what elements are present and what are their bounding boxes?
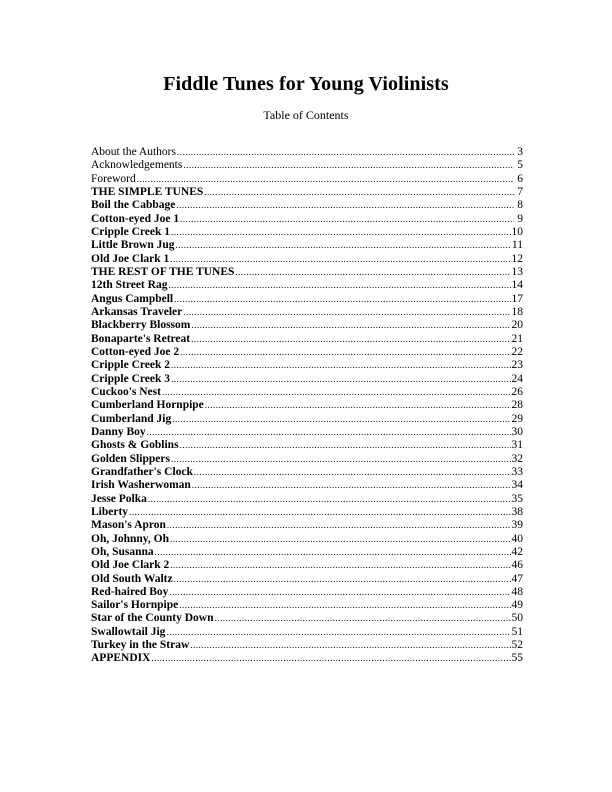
toc-page-number: 39 xyxy=(511,519,523,532)
toc-dot-leader xyxy=(214,612,510,625)
toc-dot-leader xyxy=(179,599,510,612)
toc-dot-leader xyxy=(180,439,511,452)
toc-entry-title: APPENDIX xyxy=(91,652,151,665)
toc-page-number: 55 xyxy=(511,652,523,665)
toc-entry-title: Golden Slippers xyxy=(91,452,170,465)
toc-dot-leader xyxy=(169,586,510,599)
toc-dot-leader xyxy=(129,506,510,519)
toc-dot-leader xyxy=(170,253,510,266)
toc-entry[interactable] xyxy=(91,373,523,386)
toc-page-number: 23 xyxy=(511,359,523,372)
toc-entry-title: Irish Washerwoman xyxy=(91,479,191,492)
toc-entry[interactable] xyxy=(91,466,523,479)
toc-page-number: 34 xyxy=(511,479,523,492)
toc-entry[interactable] xyxy=(91,346,523,359)
toc-dot-leader xyxy=(147,426,511,439)
toc-entry[interactable] xyxy=(91,293,523,306)
toc-entry-title: About the Authors xyxy=(91,146,176,158)
toc-entry-title: Little Brown Jug xyxy=(91,239,175,252)
toc-entry[interactable] xyxy=(91,479,523,492)
toc-entry[interactable] xyxy=(91,586,523,599)
toc-dot-leader xyxy=(177,146,514,159)
toc-entry[interactable] xyxy=(91,386,523,399)
toc-entry[interactable] xyxy=(91,559,523,572)
toc-entry-title: Jesse Polka xyxy=(91,492,147,505)
toc-entry[interactable] xyxy=(91,173,523,186)
toc-entry-title: Cotton-eyed Joe 1 xyxy=(91,212,180,225)
toc-dot-leader xyxy=(174,293,510,306)
toc-page-number: 47 xyxy=(511,572,523,585)
toc-page-number: 52 xyxy=(511,639,523,652)
toc-dot-leader xyxy=(176,239,511,252)
toc-entry[interactable] xyxy=(91,239,523,252)
toc-entry-title: Cripple Creek 3 xyxy=(91,372,171,385)
toc-dot-leader xyxy=(170,559,510,572)
toc-entry-title: Mason's Apron xyxy=(91,519,166,532)
toc-page-number: 6 xyxy=(517,172,523,185)
toc-dot-leader xyxy=(148,493,511,506)
toc-entry-title: Boil the Cabbage xyxy=(91,199,176,212)
toc-dot-leader xyxy=(176,199,514,212)
toc-page-number: 20 xyxy=(511,319,523,332)
toc-entry[interactable] xyxy=(91,399,523,412)
toc-entry-title: Grandfather's Clock xyxy=(91,465,193,478)
toc-entry-title: Cumberland Jig xyxy=(91,412,172,425)
toc-entry[interactable] xyxy=(91,226,523,239)
toc-page-number: 3 xyxy=(517,146,523,158)
toc-page-number: 38 xyxy=(511,505,523,518)
toc-dot-leader xyxy=(171,359,510,372)
toc-entry[interactable] xyxy=(91,639,523,652)
toc-entry[interactable] xyxy=(91,279,523,292)
toc-page-number: 30 xyxy=(511,425,523,438)
toc-page-number: 9 xyxy=(517,212,523,225)
toc-page-number: 26 xyxy=(511,385,523,398)
toc-dot-leader xyxy=(194,466,511,479)
toc-entry[interactable] xyxy=(91,213,523,226)
toc-page-number: 13 xyxy=(511,265,523,278)
toc-entry-title: Liberty xyxy=(91,505,129,518)
toc-dot-leader xyxy=(180,213,514,226)
toc-dot-leader xyxy=(191,319,510,332)
toc-page-number: 8 xyxy=(517,199,523,212)
toc-dot-leader xyxy=(170,533,511,546)
toc-entry-title: Danny Boy xyxy=(91,425,146,438)
toc-entry-title: Foreword xyxy=(91,172,136,185)
toc-page-number: 12 xyxy=(511,252,523,265)
toc-page-number: 29 xyxy=(511,412,523,425)
toc-page-number: 11 xyxy=(511,239,523,252)
toc-dot-leader xyxy=(191,333,510,346)
toc-entry-title: Angus Campbell xyxy=(91,292,174,305)
toc-entry-title: Star of the County Down xyxy=(91,612,214,625)
toc-entry-title: Oh, Susanna xyxy=(91,545,154,558)
toc-entry-title: Bonaparte's Retreat xyxy=(91,332,191,345)
toc-entry[interactable] xyxy=(91,519,523,532)
toc-dot-leader xyxy=(190,639,510,652)
toc-dot-leader xyxy=(174,573,511,586)
toc-entry-title: Cumberland Hornpipe xyxy=(91,399,204,412)
toc-entry[interactable] xyxy=(91,266,523,279)
toc-dot-leader xyxy=(166,626,510,639)
toc-entry-title: Ghosts & Goblins xyxy=(91,439,179,452)
toc-page-number: 24 xyxy=(511,372,523,385)
toc-entry-title: Oh, Johnny, Oh xyxy=(91,532,169,545)
toc-entry[interactable] xyxy=(91,612,523,625)
toc-entry-title: 12th Street Rag xyxy=(91,279,168,292)
toc-page-number: 42 xyxy=(511,545,523,558)
toc-dot-leader xyxy=(171,373,510,386)
toc-entry[interactable] xyxy=(91,493,523,506)
toc-dot-leader xyxy=(171,453,511,466)
toc-entry-title: Old Joe Clark 1 xyxy=(91,252,170,265)
document-subtitle: Table of Contents xyxy=(263,108,349,122)
toc-entry-title: THE REST OF THE TUNES xyxy=(91,265,235,278)
toc-dot-leader xyxy=(183,159,514,172)
toc-dot-leader xyxy=(137,173,514,186)
toc-page-number: 21 xyxy=(511,332,523,345)
toc-page-number: 32 xyxy=(511,452,523,465)
toc-entry-title: Cripple Creek 1 xyxy=(91,225,171,238)
toc-dot-leader xyxy=(162,386,511,399)
toc-page-number: 35 xyxy=(511,492,523,505)
toc-entry[interactable] xyxy=(91,652,523,665)
toc-dot-leader xyxy=(151,652,510,665)
toc-entry[interactable] xyxy=(91,253,523,266)
toc-entry[interactable] xyxy=(91,199,523,212)
toc-entry[interactable] xyxy=(91,359,523,372)
toc-dot-leader xyxy=(204,186,514,199)
toc-page-number: 14 xyxy=(511,279,523,292)
toc-page-number: 31 xyxy=(511,439,523,452)
toc-entry-title: Sailor's Hornpipe xyxy=(91,599,179,612)
toc-page-number: 7 xyxy=(517,185,523,198)
toc-page-number: 18 xyxy=(511,305,523,318)
toc-page-number: 33 xyxy=(511,465,523,478)
toc-page-number: 48 xyxy=(511,585,523,598)
toc-entry[interactable] xyxy=(91,319,523,332)
toc-entry[interactable] xyxy=(91,506,523,519)
toc-dot-leader xyxy=(205,399,511,412)
toc-dot-leader xyxy=(172,413,510,426)
toc-entry[interactable] xyxy=(91,146,523,159)
toc-page-number: 50 xyxy=(511,612,523,625)
toc-entry-title: Acknowledgements xyxy=(91,159,183,172)
toc-dot-leader xyxy=(235,266,510,279)
toc-page-number: 28 xyxy=(511,399,523,412)
toc-dot-leader xyxy=(167,519,511,532)
toc-entry-title: Arkansas Traveler xyxy=(91,305,183,318)
toc-entry[interactable] xyxy=(91,599,523,612)
toc-entry[interactable] xyxy=(91,626,523,639)
toc-entry[interactable] xyxy=(91,546,523,559)
toc-entry[interactable] xyxy=(91,333,523,346)
toc-entry[interactable] xyxy=(91,306,523,319)
toc-page-number: 51 xyxy=(511,625,523,638)
toc-page-number: 5 xyxy=(517,159,523,172)
toc-dot-leader xyxy=(183,306,510,319)
toc-dot-leader xyxy=(192,479,511,492)
toc-entry-title: Cuckoo's Nest xyxy=(91,385,161,398)
toc-entry-title: Red-haired Boy xyxy=(91,585,169,598)
toc-entry-title: Old South Waltz xyxy=(91,572,173,585)
toc-entry[interactable] xyxy=(91,159,523,172)
toc-dot-leader xyxy=(171,226,510,239)
toc-entry-title: Cripple Creek 2 xyxy=(91,359,171,372)
toc-entry[interactable] xyxy=(91,439,523,452)
toc-page-number: 49 xyxy=(511,599,523,612)
table-of-contents xyxy=(91,146,523,666)
toc-page-number: 40 xyxy=(511,532,523,545)
toc-entry[interactable] xyxy=(91,186,523,199)
toc-entry[interactable] xyxy=(91,533,523,546)
toc-dot-leader xyxy=(180,346,510,359)
toc-entry-title: THE SIMPLE TUNES xyxy=(91,185,204,198)
toc-dot-leader xyxy=(168,279,510,292)
toc-dot-leader xyxy=(155,546,511,559)
toc-page-number: 17 xyxy=(511,292,523,305)
toc-entry-title: Old Joe Clark 2 xyxy=(91,559,170,572)
toc-entry[interactable] xyxy=(91,573,523,586)
toc-page-number: 22 xyxy=(511,345,523,358)
toc-entry[interactable] xyxy=(91,453,523,466)
toc-entry-title: Swallowtail Jig xyxy=(91,625,166,638)
toc-entry[interactable] xyxy=(91,426,523,439)
toc-entry-title: Blackberry Blossom xyxy=(91,319,191,332)
toc-page-number: 46 xyxy=(511,559,523,572)
toc-entry[interactable] xyxy=(91,413,523,426)
document-title: Fiddle Tunes for Young Violinists xyxy=(163,73,449,95)
toc-entry-title: Turkey in the Straw xyxy=(91,639,190,652)
toc-entry-title: Cotton-eyed Joe 2 xyxy=(91,345,180,358)
toc-page-number: 10 xyxy=(511,225,523,238)
